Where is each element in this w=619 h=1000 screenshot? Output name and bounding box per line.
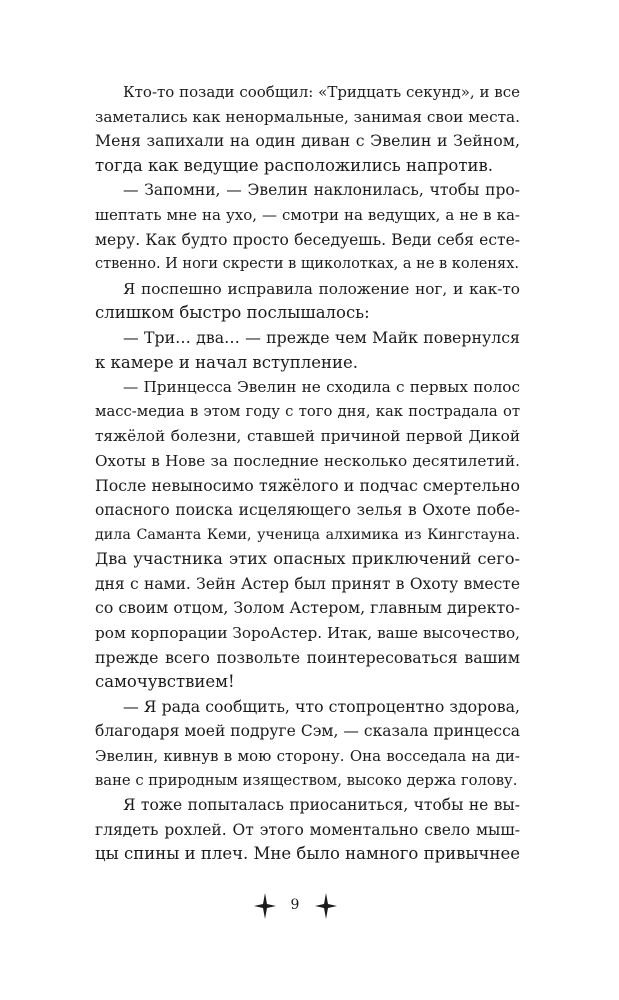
text-line: Я тоже попыталась приосаниться, чтобы не вы- bbox=[123, 796, 520, 815]
paragraph bbox=[95, 277, 520, 326]
text-line: тяжёлой болезни, ставшей причиной первой Дикой bbox=[95, 427, 520, 446]
paragraph bbox=[95, 375, 520, 695]
text-line: глядеть рохлей. От этого моментально свело мыш- bbox=[95, 820, 520, 839]
text-line: дила Саманта Кеми, ученица алхимика из Кингстауна. bbox=[95, 526, 520, 543]
text-line: ственно. И ноги скрести в щиколотках, а не в коленях. bbox=[95, 256, 519, 273]
paragraph bbox=[95, 80, 520, 178]
text-line: Охоты в Нове за последние несколько десятилетий. bbox=[95, 451, 520, 470]
text-line: — Запомни, — Эвелин наклонилась, чтобы про- bbox=[123, 181, 520, 200]
text-line: заметались как ненормальные, занимая свои места. bbox=[95, 107, 520, 126]
paragraph bbox=[95, 695, 520, 793]
page-number: 9 bbox=[290, 897, 300, 913]
text-line: со своим отцом, Золом Астером, главным директо- bbox=[95, 598, 520, 618]
text-line: благодаря моей подруге Сэм, — сказала принцесса bbox=[95, 722, 520, 741]
text-line: Два участника этих опасных приключений сего- bbox=[95, 549, 520, 569]
paragraph bbox=[95, 178, 520, 276]
page-footer bbox=[0, 893, 619, 923]
text-line: меру. Как будто просто беседуешь. Веди себя есте- bbox=[95, 230, 520, 249]
text-line: опасного поиска исцеляющего зелья в Охоте побе- bbox=[95, 501, 520, 520]
text-line: тогда как ведущие расположились напротив. bbox=[95, 155, 494, 175]
text-line: слишком быстро послышалось: bbox=[95, 303, 370, 323]
paragraph bbox=[95, 793, 520, 867]
text-line: ване с природным изяществом, высоко держа голову. bbox=[95, 771, 518, 789]
text-line: Я поспешно исправила положение ног, и как-то bbox=[123, 279, 520, 298]
text-line: шептать мне на ухо, — смотри на ведущих, а не в ка- bbox=[95, 205, 520, 224]
text-line: ром корпорации ЗороАстер. Итак, ваше высочество, bbox=[95, 624, 520, 643]
text-line: — Я рада сообщить, что стопроцентно здорова, bbox=[123, 696, 520, 716]
ornament-star-icon bbox=[315, 893, 337, 919]
text-line: Эвелин, кивнув в мою сторону. Она восседала на ди- bbox=[95, 747, 520, 766]
text-line: дня с нами. Зейн Астер был принят в Охоту вместе bbox=[95, 574, 520, 593]
ornament-star-icon bbox=[254, 893, 276, 919]
text-line: — Принцесса Эвелин не сходила с первых полос bbox=[123, 378, 520, 397]
text-line: цы спины и плеч. Мне было намного привычнее bbox=[95, 844, 520, 864]
text-line: самочувствием! bbox=[95, 672, 235, 692]
body-text bbox=[95, 80, 520, 867]
text-line: прежде всего позвольте поинтересоваться вашим bbox=[95, 647, 520, 667]
text-line: После невыносимо тяжёлого и подчас смертельно bbox=[95, 475, 520, 495]
text-line: — Три… два… — прежде чем Майк повернулся bbox=[123, 327, 520, 347]
paragraph bbox=[95, 326, 520, 375]
text-line: Кто-то позади сообщил: «Тридцать секунд», и все bbox=[123, 83, 520, 101]
text-line: к камере и начал вступление. bbox=[95, 352, 359, 372]
text-line: Меня запихали на один диван с Эвелин и Зейном, bbox=[95, 131, 520, 151]
text-line: масс-медиа в этом году с того дня, как пострадала от bbox=[95, 402, 520, 420]
